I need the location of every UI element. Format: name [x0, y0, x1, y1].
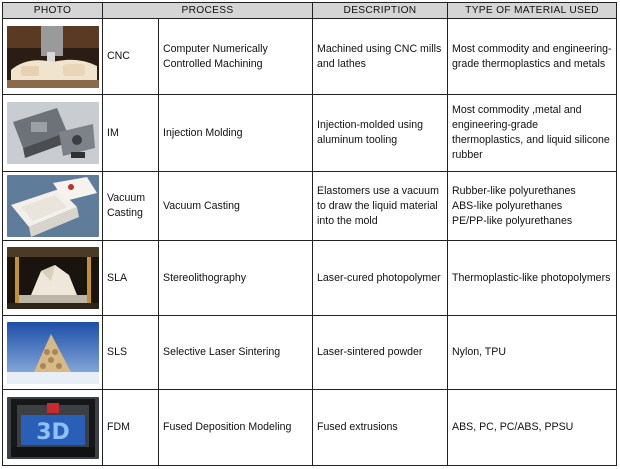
material-used: ABS, PC, PC/ABS, PPSU: [448, 390, 617, 466]
material-used: Thermoplastic-like photopolymers: [448, 241, 617, 316]
photo-cell: [3, 19, 103, 95]
header-row: [3, 3, 617, 19]
photo-cell: [3, 316, 103, 390]
table-row: [3, 390, 617, 466]
process-description: Machined using CNC mills and lathes: [313, 19, 448, 95]
photo-cell: [3, 172, 103, 241]
fdm-printer-photo: [7, 397, 99, 459]
photo-cell: [3, 95, 103, 172]
material-used: [448, 172, 617, 241]
header-process: PROCESS: [103, 3, 313, 19]
injection-mold-photo: [7, 102, 99, 164]
process-description: Injection-molded using aluminum tooling: [313, 95, 448, 172]
process-name: Stereolithography: [159, 241, 313, 316]
manufacturing-process-table: [2, 2, 617, 466]
table-row: [3, 172, 617, 241]
table-row: [3, 316, 617, 390]
process-description: Laser-cured photopolymer: [313, 241, 448, 316]
process-abbreviation: CNC: [103, 19, 159, 95]
process-description: Elastomers use a vacuum to draw the liquid material into the mold: [313, 172, 448, 241]
process-name: Injection Molding: [159, 95, 313, 172]
process-name: Vacuum Casting: [159, 172, 313, 241]
header-material: TYPE OF MATERIAL USED: [448, 3, 617, 19]
photo-cell: [3, 390, 103, 466]
material-line: ABS-like polyurethanes: [452, 199, 563, 212]
process-description: Fused extrusions: [313, 390, 448, 466]
vacuum-casting-photo: [7, 175, 99, 237]
header-photo: PHOTO: [3, 3, 103, 19]
process-abbreviation: FDM: [103, 390, 159, 466]
sls-part-photo: [7, 322, 99, 384]
cnc-machining-photo: [7, 26, 99, 88]
photo-cell: [3, 241, 103, 316]
process-name: Selective Laser Sintering: [159, 316, 313, 390]
material-line: Rubber-like polyurethanes: [452, 184, 576, 197]
material-used: Most commodity and engineering-grade thermoplastics and metals: [448, 19, 617, 95]
process-name: Fused Deposition Modeling: [159, 390, 313, 466]
process-abbreviation: Vacuum Casting: [103, 172, 159, 241]
process-description: Laser-sintered powder: [313, 316, 448, 390]
table-row: [3, 19, 617, 95]
header-description: DESCRIPTION: [313, 3, 448, 19]
process-abbreviation: SLS: [103, 316, 159, 390]
table-row: [3, 241, 617, 316]
sla-printer-photo: [7, 247, 99, 309]
material-used: Most commodity ,metal and engineering-grade thermoplastics, and liquid silicone rubber: [448, 95, 617, 172]
process-table-container: [2, 2, 616, 465]
material-used: Nylon, TPU: [448, 316, 617, 390]
table-row: [3, 95, 617, 172]
svg-text:3D: 3D: [36, 419, 70, 445]
process-name: Computer Numerically Controlled Machining: [159, 19, 313, 95]
process-abbreviation: SLA: [103, 241, 159, 316]
material-line: PE/PP-like polyurethanes: [452, 214, 573, 227]
process-abbreviation: IM: [103, 95, 159, 172]
